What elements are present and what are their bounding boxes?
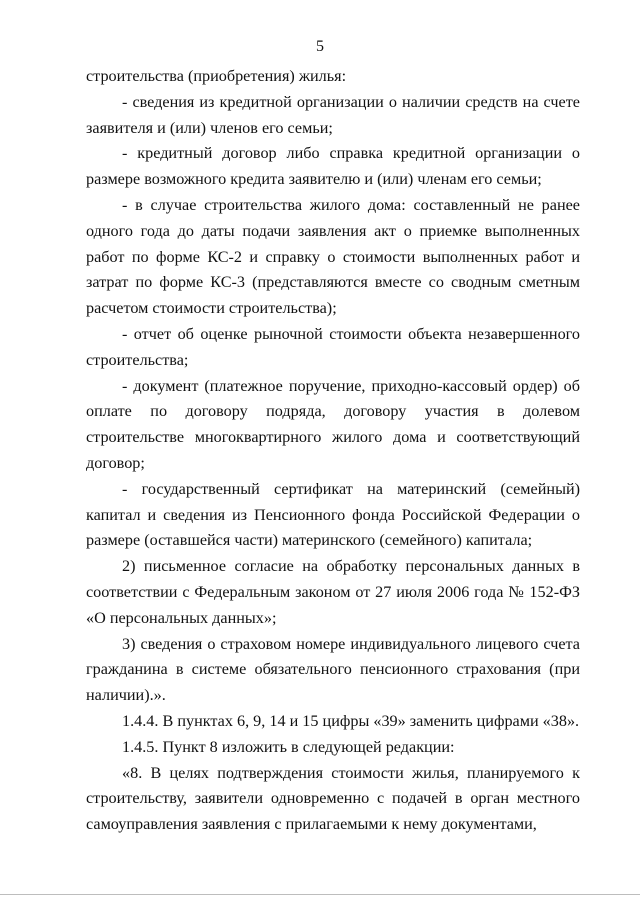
- paragraph: - документ (платежное поручение, приходно-кассовый ордер) об оплате по договору подряда, договору участия в долевом строительстве многоквартирного жилого дома и соответствующий договор;: [86, 376, 580, 472]
- paragraph: - отчет об оценке рыночной стоимости объекта незавершенного строительства;: [86, 324, 580, 369]
- page-number: 5: [316, 38, 324, 55]
- paragraph: 1.4.4. В пунктах 6, 9, 14 и 15 цифры «39» заменить цифрами «38».: [122, 711, 580, 730]
- paragraph: «8. В целях подтверждения стоимости жилья, планируемого к строительству, заявители одновременно с подачей в орган местного самоуправления заявления с прилагаемыми к нему документами,: [86, 763, 580, 834]
- paragraph: 1.4.5. Пункт 8 изложить в следующей редакции:: [122, 737, 455, 756]
- paragraph: - сведения из кредитной организации о наличии средств на счете заявителя и (или) членов его семьи;: [86, 92, 580, 137]
- document-body: [86, 64, 580, 838]
- paragraph: - кредитный договор либо справка кредитной организации о размере возможного кредита заявителю и (или) членам его семьи;: [86, 144, 580, 189]
- paragraph: строительства (приобретения) жилья:: [86, 67, 347, 85]
- paragraph: - государственный сертификат на материнский (семейный) капитал и сведения из Пенсионного фонда Российской Федерации о размере (оставшейся части) материнского (семейного) капитала;: [86, 479, 580, 550]
- paragraph: - в случае строительства жилого дома: составленный не ранее одного года до даты подачи заявления акт о приемке выполненных работ по форме КС-2 и справку о стоимости выполненных работ и затрат по форме КС-3 (представляются вместе со сводным сметным расчетом стоимости строительства);: [86, 195, 580, 318]
- paragraph: 2) письменное согласие на обработку персональных данных в соответствии с Федеральным законом от 27 июля 2006 года № 152-ФЗ «О персональных данных»;: [86, 557, 580, 627]
- paragraph: 3) сведения о страховом номере индивидуального лицевого счета гражданина в системе обязательного пенсионного страхования (при наличии).».: [86, 634, 580, 705]
- scan-edge-divider: [0, 894, 640, 895]
